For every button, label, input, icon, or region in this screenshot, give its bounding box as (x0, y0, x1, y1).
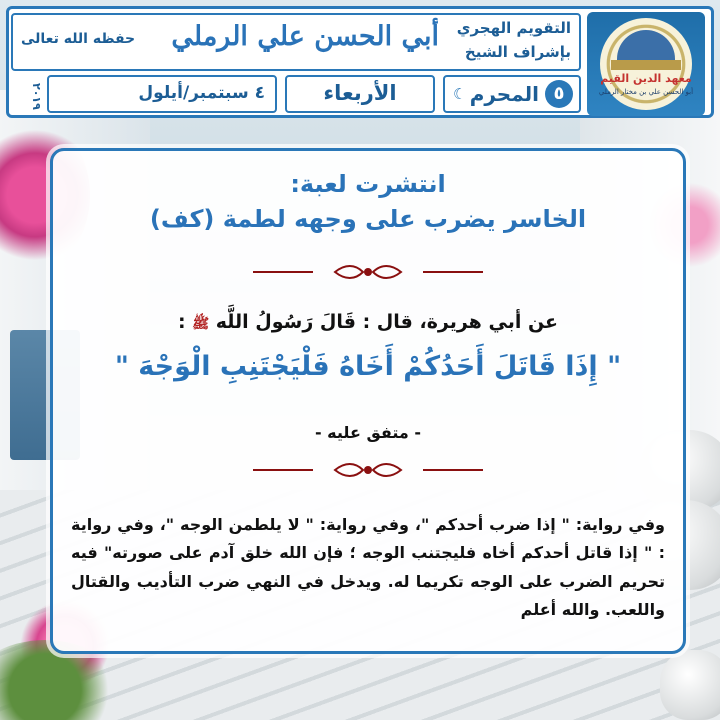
logo-emblem (600, 18, 692, 110)
hijri-day-badge: ٥ (545, 80, 573, 108)
gregorian-date-text: ٤ سبتمبر/أيلول (138, 83, 265, 103)
chain-text: عن أبي هريرة، قال : قَالَ رَسُولُ اللَّه (215, 311, 559, 333)
logo-name: معهد الدين القيم (600, 72, 692, 85)
ornament-divider (53, 263, 683, 281)
dome-icon (617, 30, 675, 60)
ornament-icon (333, 263, 403, 281)
chain-end: : (177, 311, 186, 333)
hadith-source: - متفق عليه - (314, 423, 422, 442)
calendar-title: التقويم الهجري (456, 19, 571, 37)
calendar-subtitle: بإشراف الشيخ (464, 43, 571, 61)
honorific: حفظه الله تعالى (21, 31, 136, 47)
ornament-divider (53, 461, 683, 479)
headline-line-1: انتشرت لعبة: (290, 170, 446, 198)
sheikh-name: أبي الحسن علي الرملي (171, 21, 439, 52)
weekday-cell (285, 75, 435, 113)
date-row (11, 75, 581, 113)
headline-line-2: الخاسر يضرب على وجهه لطمة (كف) (149, 204, 587, 233)
gregorian-year: ٢٠١٩ (30, 82, 43, 110)
hadith-text: " إِذَا قَاتَلَ أَحَدُكُمْ أَخَاهُ فَلْيَجْتَنِبِ الْوَجْهَ " (114, 351, 622, 382)
explanation-text: وفي رواية: " إذا ضرب أحدكم "، وفي رواية: " لا يلطمن الوجه "، وفي رواية : " إذا قاتل أحدكم أخاه فليجتنب الوجه ؛ فإن الله خلق آدم على صورته" فيه تحريم الضرب على الوجه تكريما له. ويدخل في النهي ضرب التأديب والقتال واللعب. والله أعلم (71, 515, 665, 620)
moon-icon: ☾ (453, 85, 467, 103)
calendar-header (6, 6, 714, 118)
content-card (50, 148, 686, 654)
hijri-month: المحرم (469, 82, 539, 106)
title-row (11, 13, 581, 71)
logo-subtitle: أبو الحسن علي بن مختار الرملي (598, 88, 694, 96)
book-icon (611, 60, 681, 70)
weekday: الأربعاء (323, 81, 397, 105)
salawat-symbol: ﷺ (192, 316, 210, 332)
hijri-date (443, 75, 581, 113)
hadith-chain (53, 311, 683, 335)
flower-pot (660, 650, 720, 720)
institute-logo (587, 12, 705, 116)
headline (53, 167, 683, 237)
ornament-icon (333, 461, 403, 479)
gregorian-date (47, 75, 277, 113)
